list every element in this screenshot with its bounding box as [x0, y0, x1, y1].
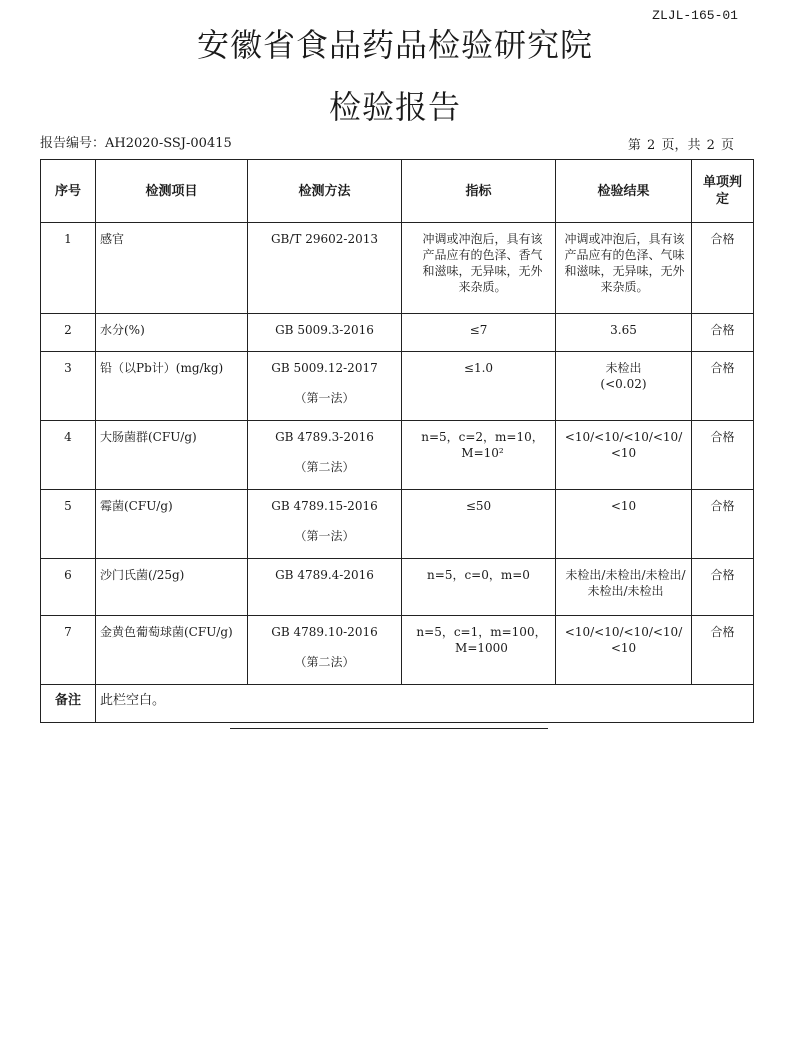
row-seq: 3: [41, 352, 96, 421]
row-item: 金黄色葡萄球菌(CFU/g): [96, 616, 248, 685]
remarks-row: [41, 685, 754, 723]
row-item: 铅（以Pb计）(mg/kg): [96, 352, 248, 421]
row-judgement: 合格: [692, 616, 754, 685]
row-seq: 6: [41, 559, 96, 616]
row-result: <10: [556, 490, 692, 559]
row-method-note: （第一法）: [294, 391, 355, 405]
row-standard: n=5，c=2，m=10，M=10²: [402, 421, 556, 490]
row-method: [248, 490, 402, 559]
row-standard: 冲调或冲泡后，具有该产品应有的色泽、香气和滋味，无异味，无外来杂质。: [402, 223, 556, 314]
table-row: [41, 559, 754, 616]
header-judgement: 单项判定: [692, 160, 754, 223]
row-judgement: 合格: [692, 223, 754, 314]
row-standard: ≤7: [402, 314, 556, 352]
row-item: 大肠菌群(CFU/g): [96, 421, 248, 490]
row-seq: 5: [41, 490, 96, 559]
header-item: 检测项目: [96, 160, 248, 223]
row-seq: 2: [41, 314, 96, 352]
row-method-name: GB 4789.10-2016: [271, 625, 378, 639]
page-number: 第 2 页，共 2 页: [627, 138, 734, 153]
row-standard: ≤1.0: [402, 352, 556, 421]
end-divider: [230, 728, 548, 729]
remarks-label: 备注: [41, 685, 96, 723]
row-method-name: GB 4789.4-2016: [275, 568, 374, 582]
row-item: 感官: [96, 223, 248, 314]
row-method: [248, 223, 402, 314]
row-result: 未检出(<0.02): [556, 352, 692, 421]
remarks-text: 此栏空白。: [96, 685, 754, 723]
row-item: 霉菌(CFU/g): [96, 490, 248, 559]
row-result: <10/<10/<10/<10/<10: [556, 421, 692, 490]
row-seq: 7: [41, 616, 96, 685]
row-standard: n=5，c=0，m=0: [402, 559, 556, 616]
table-row: [41, 616, 754, 685]
table-header-row: [41, 160, 754, 223]
row-judgement: 合格: [692, 352, 754, 421]
row-standard: ≤50: [402, 490, 556, 559]
row-result: 3.65: [556, 314, 692, 352]
row-method: [248, 352, 402, 421]
row-seq: 4: [41, 421, 96, 490]
header-standard: 指标: [402, 160, 556, 223]
document-code: ZLJL-165-01: [652, 8, 738, 23]
row-method: [248, 314, 402, 352]
report-number-label: 报告编号：: [40, 136, 106, 151]
row-method-name: GB 5009.3-2016: [275, 323, 374, 337]
row-method-name: GB 5009.12-2017: [271, 361, 378, 375]
row-seq: 1: [41, 223, 96, 314]
results-table: [40, 159, 754, 723]
row-judgement: 合格: [692, 559, 754, 616]
header-seq: 序号: [41, 160, 96, 223]
row-method: [248, 559, 402, 616]
row-judgement: 合格: [692, 490, 754, 559]
row-judgement: 合格: [692, 314, 754, 352]
row-method: [248, 421, 402, 490]
organization-name: 安徽省食品药品检验研究院: [196, 26, 593, 64]
table-row: [41, 314, 754, 352]
row-method-note: （第一法）: [294, 529, 355, 543]
report-number-value: AH2020-SSJ-00415: [105, 136, 232, 151]
row-result: <10/<10/<10/<10/<10: [556, 616, 692, 685]
row-item: 水分(%): [96, 314, 248, 352]
row-result: 冲调或冲泡后，具有该产品应有的色泽、气味和滋味，无异味，无外来杂质。: [556, 223, 692, 314]
header-method: 检测方法: [248, 160, 402, 223]
table-row: [41, 490, 754, 559]
table-row: [41, 421, 754, 490]
row-method-name: GB 4789.15-2016: [271, 499, 378, 513]
report-title: 检验报告: [328, 88, 461, 126]
row-item: 沙门氏菌(/25g): [96, 559, 248, 616]
row-result: 未检出/未检出/未检出/未检出/未检出: [556, 559, 692, 616]
row-method-note: （第二法）: [294, 460, 355, 474]
report-number: [40, 132, 232, 151]
row-standard: n=5，c=1，m=100，M=1000: [402, 616, 556, 685]
row-judgement: 合格: [692, 421, 754, 490]
table-row: [41, 223, 754, 314]
row-method: [248, 616, 402, 685]
row-method-name: GB/T 29602-2013: [270, 232, 379, 246]
header-result: 检验结果: [556, 160, 692, 223]
row-method-name: GB 4789.3-2016: [275, 430, 374, 444]
row-method-note: （第二法）: [294, 655, 355, 669]
table-row: [41, 352, 754, 421]
